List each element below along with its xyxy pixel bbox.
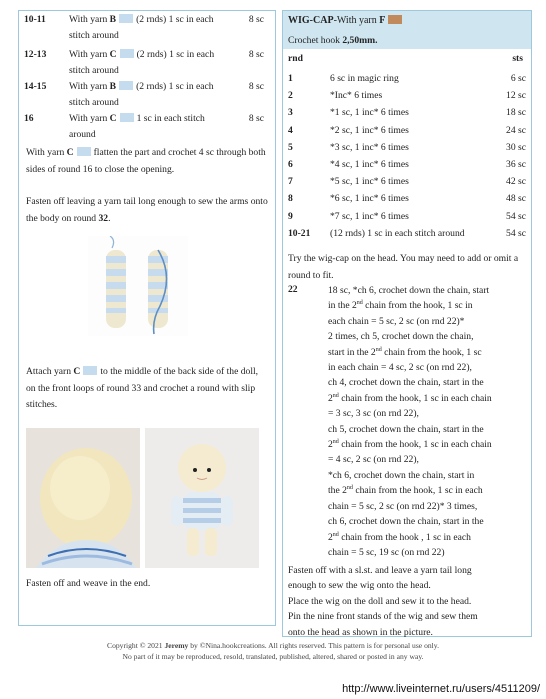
left-row-text: With yarn C (2 rnds) 1 sc in each stitch around [69,49,215,76]
round-22-line: in the 2nd chain from the hook, 1 sc in [328,300,473,312]
round-22-line: the 2nd chain from the hook, 1 sc in each [328,485,483,497]
wig-row-sts: 42 sc [506,176,526,188]
watermark-url: http://www.liveinternet.ru/users/4511209/ [342,683,540,695]
round-22-text [328,283,528,560]
wig-row-rnd: 2 [288,90,293,102]
wig-row-sts: 48 sc [506,193,526,205]
left-paragraph-1: With yarn C flatten the part and crochet 4 sc through both sides of round 16 to close the opening. [26,147,266,175]
round-22-line: ch 5, crochet down the chain, start in the [328,423,484,435]
wig-row-sts: 6 sc [510,73,526,84]
wig-row-text: *2 sc, 1 inc* 6 times [330,124,409,136]
yarn-swatch [120,49,134,58]
wig-end-line: Fasten off with a sl.st. and leave a yarn tail long [288,565,472,576]
left-row-sts: 8 sc [248,14,264,25]
left-paragraph-4: Fasten off and weave in the end. [26,578,151,589]
wig-row-sts: 30 sc [506,141,526,153]
wig-row-text: (12 rnds) 1 sc in each stitch around [330,227,465,239]
round-22-line: = 3 sc, 3 sc (on rnd 22), [328,408,419,420]
round-22-line: 2 times, ch 5, crochet down the chain, [328,331,474,343]
left-row-sts: 8 sc [248,81,264,92]
left-row-sts: 8 sc [248,113,264,124]
arms-photo [88,236,188,336]
header-sts: sts [512,53,523,64]
wig-end-line: onto the head as shown in the picture. [288,626,433,638]
round-22-line: ch 6, crochet down the chain, start in the [328,516,484,528]
round-22-line: in each chain = 4 sc, 2 sc (on rnd 22), [328,362,472,374]
wig-row-rnd: 6 [288,159,293,170]
round-22-line: start in the 2nd chain from the hook, 1 sc [328,346,482,358]
wig-row-text: 6 sc in magic ring [330,73,399,84]
header-rnd: rnd [288,53,303,64]
yarn-swatch [120,113,134,122]
wig-row-text: *4 sc, 1 inc* 6 times [330,159,409,170]
wig-end-line: enough to sew the wig onto the head. [288,580,431,592]
round-22-line: chain = 5 sc, 2 sc (on rnd 22)* 3 times, [328,500,478,512]
copyright-line-1: Copyright © 2021 Jeremy by ©Nina.hookcreations. All rights reserved. This pattern is for personal use only. [107,641,439,650]
left-paragraph-3: Attach yarn C to the middle of the back side of the doll, on the front loops of round 33 and crochet a round with slip stitches. [26,366,259,410]
doll-back-photo [26,428,140,568]
round-22-label: 22 [288,284,298,295]
wig-end-line: Pin the nine front stands of the wig and sew them [288,611,478,623]
left-paragraph-2: Fasten off leaving a yarn tail long enough to sew the arms onto the body on round 32. [26,196,268,224]
wig-row-sts: 54 sc [506,210,526,222]
yarn-swatch-brown [388,15,402,24]
wig-end-text [288,563,528,640]
wig-row-rnd: 5 [288,141,293,153]
left-row-rnd: 10-11 [24,14,46,25]
round-22-line: 2nd chain from the hook, 1 sc in each chain [328,438,492,451]
wig-row-rnd: 8 [288,193,293,205]
wig-row-text: *3 sc, 1 inc* 6 times [330,141,409,153]
wig-row-rnd: 1 [288,73,293,84]
wig-row-sts: 12 sc [506,90,526,102]
round-22-line: chain = 5 sc, 19 sc (on rnd 22) [328,546,445,558]
wig-row-text: *6 sc, 1 inc* 6 times [330,193,409,205]
left-row-rnd: 16 [24,113,34,124]
yarn-swatch [119,14,133,23]
wig-row-sts: 18 sc [506,107,526,119]
round-22-line: *ch 6, crochet down the chain, start in [328,469,475,481]
hook-size: Crochet hook 2,50mm. [288,35,378,46]
try-text: Try the wig-cap on the head. You may need to add or omit a round to fit. [288,253,519,281]
wig-row-text: *1 sc, 1 inc* 6 times [330,107,409,119]
left-row-text: With yarn C 1 sc in each stitch around [69,113,205,140]
left-row-rnd: 14-15 [24,81,47,92]
round-22-line: = 4 sc, 2 sc (on rnd 22), [328,454,419,466]
round-22-line: 18 sc, *ch 6, crochet down the chain, start [328,285,490,296]
doll-front-photo [145,428,259,568]
wig-row-sts: 36 sc [506,159,526,170]
wig-row-rnd: 9 [288,210,293,222]
round-22-line: 2nd chain from the hook , 1 sc in each [328,531,471,543]
wig-row-text: *7 sc, 1 inc* 6 times [330,210,409,222]
wig-row-rnd: 3 [288,107,293,119]
wig-row-rnd: 4 [288,124,293,136]
round-22-line: each chain = 5 sc, 2 sc (on rnd 22)* [328,315,465,327]
yarn-swatch [119,81,133,90]
yarn-swatch [77,147,91,156]
left-row-text: With yarn B (2 rnds) 1 sc in each stitch around [69,14,214,41]
round-22-line: 2nd chain from the hook, 1 sc in each chain [328,392,492,404]
wig-row-rnd: 7 [288,176,293,188]
yarn-swatch [83,366,97,375]
wig-row-text: *5 sc, 1 inc* 6 times [330,176,409,188]
wig-row-text: *Inc* 6 times [330,90,383,102]
wig-row-rnd: 10-21 [288,227,311,239]
wig-end-line: Place the wig on the doll and sew it to the head. [288,595,472,607]
left-row-sts: 8 sc [248,49,264,60]
wig-cap-title: WIG-CAP-With yarn F [288,14,405,28]
wig-row-sts: 24 sc [506,124,526,136]
copyright-line-2: No part of it may be reproduced, resold, translated, published, altered, shared or posted in any way. [122,652,424,661]
round-22-line: ch 4, crochet down the chain, start in the [328,377,484,389]
left-row-text: With yarn B (2 rnds) 1 sc in each stitch around [69,81,214,108]
wig-row-sts: 54 sc [506,227,526,239]
left-row-rnd: 12-13 [24,49,47,60]
